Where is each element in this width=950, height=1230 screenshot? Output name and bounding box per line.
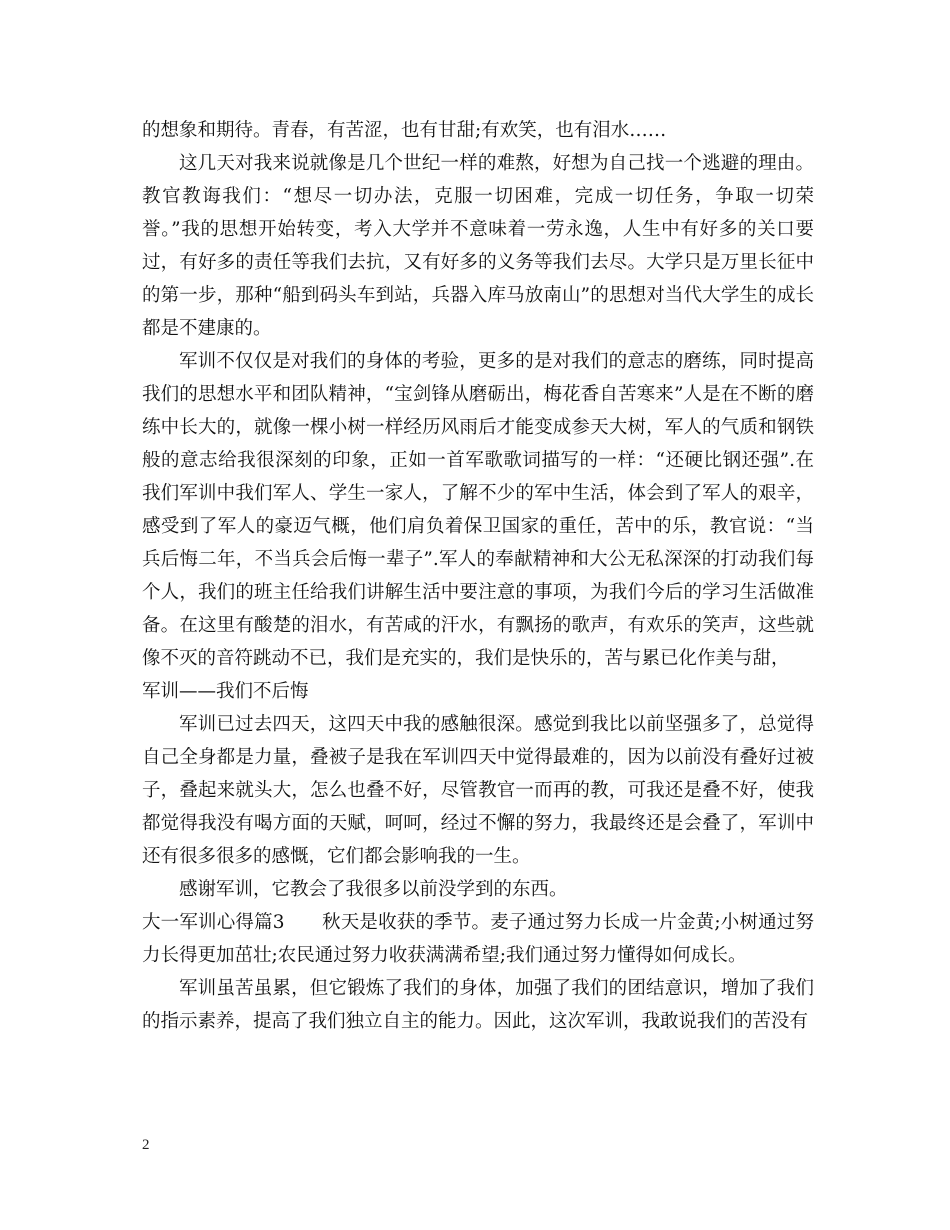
paragraph-3: 军训不仅仅是对我们的身体的考验，更多的是对我们的意志的磨练，同时提高我们的思想水平和团队精神，“宝剑锋从磨砺出，梅花香自苦寒来”人是在不断的磨练中长大的，就像一棵小树一样经历风雨后才能变成参天大树，军人的气质和钢铁般的意志给我很深刻的印象，正如一首军歌歌词描写的一样：“还硬比钢还强”.在我们军训中我们军人、学生一家人，了解不少的军中生活，体会到了军人的艰辛，感受到了军人的豪迈气概，他们肩负着保卫国家的重任，苦中的乐，教官说：“当兵后悔二年，不当兵会后悔一辈子”.军人的奉献精神和大公无私深深的打动我们每个人，我们的班主任给我们讲解生活中要注意的事项，为我们今后的学习生活做准备。在这里有酸楚的泪水，有苦咸的汗水，有飘扬的歌声，有欢乐的笑声，这些就像不灭的音符跳动不已，我们是充实的，我们是快乐的，苦与累已化作美与甜， [142,351,814,669]
paragraph-6: 感谢军训，它教会了我很多以前没学到的东西。 [179,879,568,900]
paragraph-4: 军训——我们不后悔 [142,681,309,702]
paragraph-8: 军训虽苦虽累，但它锻炼了我们的身体，加强了我们的团结意识，增加了我们的指示素养，提高了我们独立自主的能力。因此，这次军训，我敢说我们的苦没有 [142,978,814,1032]
paragraph-5: 军训已过去四天，这四天中我的感触很深。感觉到我比以前坚强多了，总觉得自己全身都是力量，叠被子是我在军训四天中觉得最难的，因为以前没有叠好过被子，叠起来就头大，怎么也叠不好，尽管教官一而再的教，可我还是叠不好，使我都觉得我没有喝方面的天赋，呵呵，经过不懈的努力，我最终还是会叠了，军训中还有很多很多的感慨，它们都会影响我的一生。 [142,714,814,867]
paragraph-1: 的想象和期待。青春，有苦涩，也有甘甜;有欢笑，也有泪水…… [142,120,667,141]
page-number: 2 [142,1137,150,1153]
body-text [142,114,814,1038]
paragraph-2: 这几天对我来说就像是几个世纪一样的难熬，好想为自己找一个逃避的理由。教官教诲我们：“想尽一切办法，克服一切困难，完成一切任务，争取一切荣誉。”我的思想开始转变，考入大学并不意味着一劳永逸，人生中有好多的关口要过，有好多的责任等我们去抗，又有好多的义务等我们去尽。大学只是万里长征中的第一步，那种“船到码头车到站，兵器入库马放南山”的思想对当代大学生的成长都是不建康的。 [142,153,814,339]
paragraph-7: 大一军训心得篇3 秋天是收获的季节。麦子通过努力长成一片金黄;小树通过努力长得更加茁壮;农民通过努力收获满满希望;我们通过努力懂得如何成长。 [142,912,814,966]
